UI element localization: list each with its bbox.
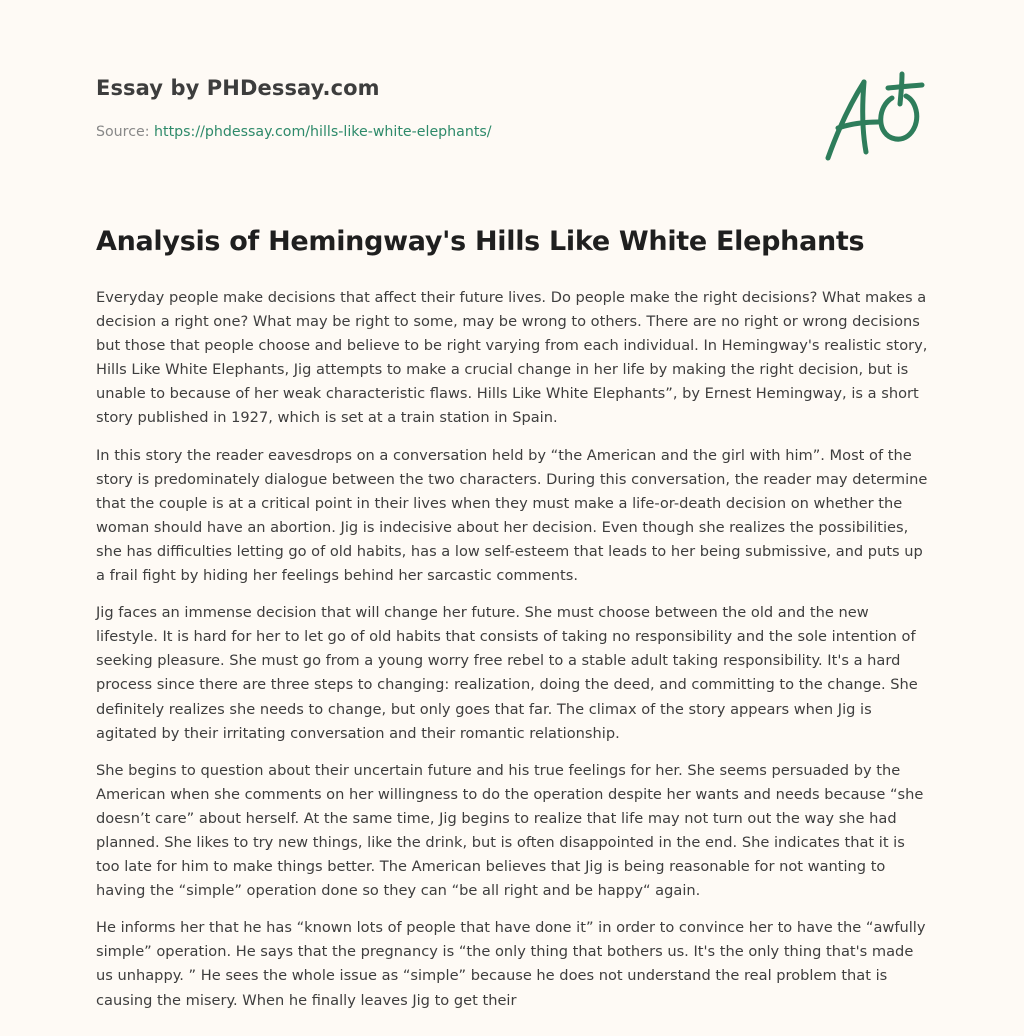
source-link[interactable]: https://phdessay.com/hills-like-white-elephants/: [154, 124, 492, 140]
a-plus-logo-icon: [818, 68, 930, 164]
essay-paragraph: Jig faces an immense decision that will change her future. She must choose between the old and the new lifestyle. It is hard for her to let go of old habits that consists of taking no responsibility and the sole intention of seeking pleasure. She must go from a young worry free rebel to a stable adult taking responsibility. It's a hard process since there are three steps to changing: realization, doing the deed, and committing to the change. She definitely realizes she needs to change, but only goes that far. The climax of the story appears when Jig is agitated by their irritating conversation and their romantic relationship.: [96, 604, 918, 742]
essay-body: [96, 286, 932, 1026]
source-label: Source:: [96, 124, 155, 140]
site-brand: Essay by PHDessay.com: [96, 76, 380, 100]
essay-paragraph: He informs her that he has “known lots of people that have done it” in order to convince her to have the “awfully simple” operation. He says that the pregnancy is “the only thing that bothers us. It's the only thing that's made us unhappy. ” He sees the whole issue as “simple” because he does not understand the real problem that is causing the misery. When he finally leaves Jig to get their: [96, 919, 926, 1009]
essay-paragraph: Everyday people make decisions that affect their future lives. Do people make the right decisions? What makes a decision a right one? What may be right to some, may be wrong to others. There are no right or wrong decisions but those that people choose and believe to be right varying from each individual. In Hemingway's realistic story, Hills Like White Elephants, Jig attempts to make a crucial change in her life by making the right decision, but is unable to because of her weak characteristic flaws. Hills Like White Elephants”, by Ernest Hemingway, is a short story published in 1927, which is set at a train station in Spain.: [96, 289, 928, 427]
essay-paragraph: She begins to question about their uncertain future and his true feelings for her. She seems persuaded by the American when she comments on her willingness to do the operation despite her wants and needs because “she doesn’t care” about herself. At the same time, Jig begins to realize that life may not turn out the way she had planned. She likes to try new things, like the drink, but is often disappointed in the end. She indicates that it is too late for him to make things better. The American believes that Jig is being reasonable for not wanting to having the “simple” operation done so they can “be all right and be happy“ again.: [96, 761, 924, 900]
essay-title: Analysis of Hemingway's Hills Like White Elephants: [96, 226, 865, 257]
essay-paragraph: In this story the reader eavesdrops on a conversation held by “the American and the girl with him”. Most of the story is predominately dialogue between the two characters. During this conversation, the reader may determine that the couple is at a critical point in their lives when they must make a life-or-death decision on whether the woman should have an abortion. Jig is indecisive about her decision. Even though she realizes the possibilities, she has difficulties letting go of old habits, has a low self-esteem that leads to her being submissive, and puts up a frail fight by hiding her feelings behind her sarcastic comments.: [96, 446, 928, 585]
source-line: [96, 124, 492, 140]
